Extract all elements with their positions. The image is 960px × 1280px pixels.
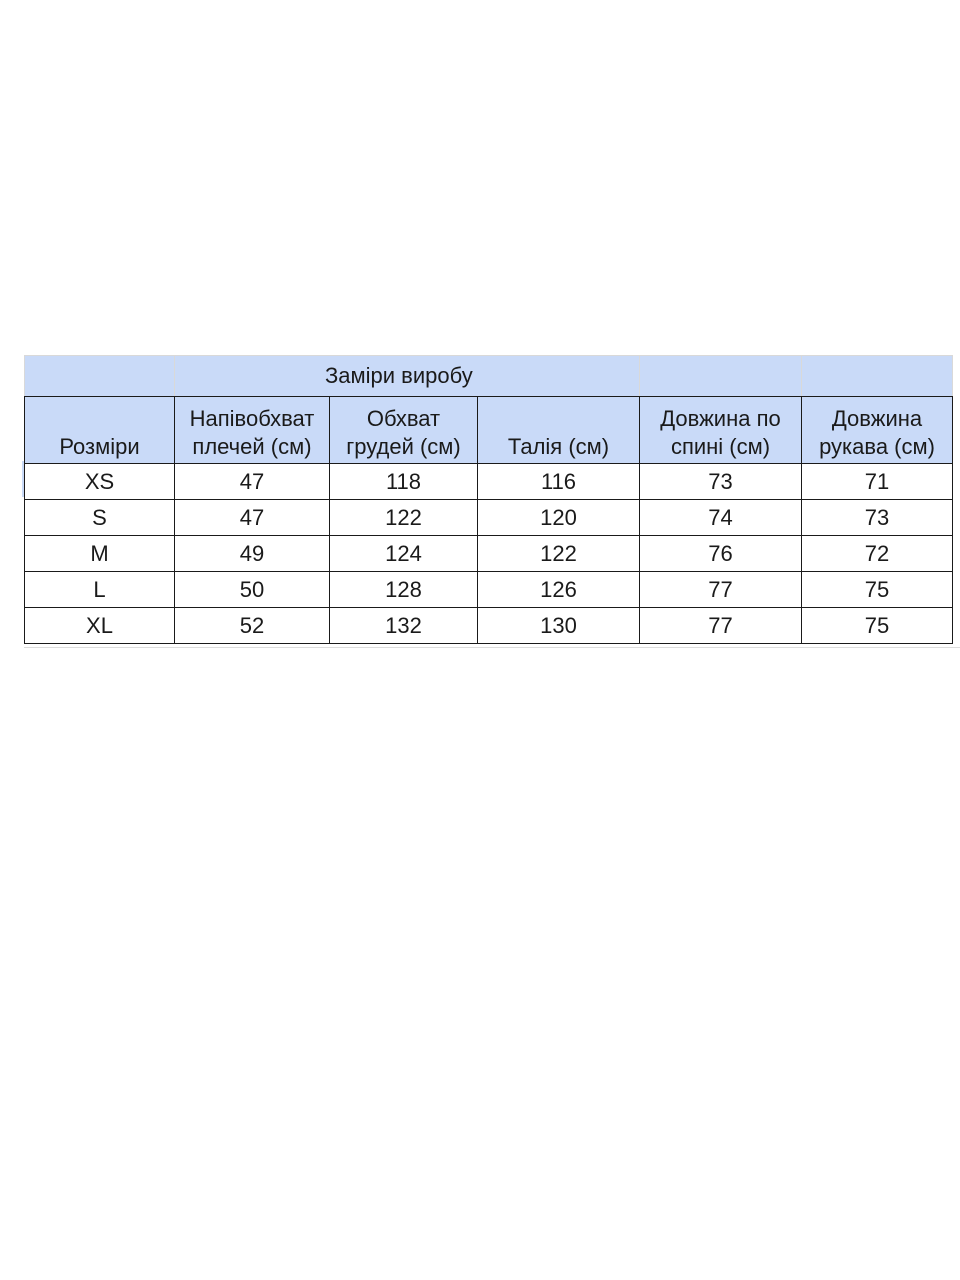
back-length-cell: 77 — [640, 608, 802, 644]
chest-cell: 122 — [330, 500, 478, 536]
group-header-label: Заміри виробу — [325, 363, 473, 388]
column-header-line1: Обхват — [366, 406, 441, 431]
size-chart-table — [24, 355, 953, 644]
group-header-cell — [175, 356, 640, 397]
column-header-line2: спині (см) — [670, 434, 771, 459]
column-header-line2: рукава (см) — [819, 434, 935, 459]
column-header-line2: грудей (см) — [346, 434, 461, 459]
group-header-empty-cell — [640, 356, 802, 397]
column-header-line2: Розміри — [59, 434, 140, 459]
column-header-chest — [330, 397, 478, 464]
back-length-cell: 76 — [640, 536, 802, 572]
size-cell: XS — [25, 464, 175, 500]
chest-cell: 124 — [330, 536, 478, 572]
sleeve-length-cell: 75 — [802, 572, 953, 608]
column-header-back-length — [640, 397, 802, 464]
column-header-row — [25, 397, 953, 464]
back-length-cell: 77 — [640, 572, 802, 608]
column-header-size — [25, 397, 175, 464]
table-row — [25, 464, 953, 500]
sleeve-length-cell: 71 — [802, 464, 953, 500]
column-header-line1: Напівобхват — [189, 406, 315, 431]
chest-cell: 128 — [330, 572, 478, 608]
size-cell: L — [25, 572, 175, 608]
table-row — [25, 500, 953, 536]
chest-cell: 118 — [330, 464, 478, 500]
table-row — [25, 536, 953, 572]
column-header-waist — [478, 397, 640, 464]
size-cell: XL — [25, 608, 175, 644]
back-length-cell: 74 — [640, 500, 802, 536]
table-row — [25, 572, 953, 608]
table-row — [25, 608, 953, 644]
group-header-row — [25, 356, 953, 397]
column-header-line1: Довжина по — [660, 406, 781, 431]
size-chart-sheet — [24, 355, 952, 644]
gridline — [24, 647, 960, 648]
size-cell: M — [25, 536, 175, 572]
size-cell: S — [25, 500, 175, 536]
shoulders-cell: 49 — [175, 536, 330, 572]
group-header-empty-cell — [25, 356, 175, 397]
column-header-shoulders — [175, 397, 330, 464]
shoulders-cell: 52 — [175, 608, 330, 644]
shoulders-cell: 50 — [175, 572, 330, 608]
sleeve-length-cell: 73 — [802, 500, 953, 536]
waist-cell: 130 — [478, 608, 640, 644]
column-header-line2: Талія (см) — [507, 434, 610, 459]
waist-cell: 126 — [478, 572, 640, 608]
group-header-empty-cell — [802, 356, 953, 397]
column-header-line2: плечей (см) — [192, 434, 312, 459]
chest-cell: 132 — [330, 608, 478, 644]
column-header-sleeve-length — [802, 397, 953, 464]
waist-cell: 116 — [478, 464, 640, 500]
sleeve-length-cell: 72 — [802, 536, 953, 572]
sleeve-length-cell: 75 — [802, 608, 953, 644]
shoulders-cell: 47 — [175, 464, 330, 500]
column-header-line1: Довжина — [831, 406, 923, 431]
shoulders-cell: 47 — [175, 500, 330, 536]
waist-cell: 122 — [478, 536, 640, 572]
back-length-cell: 73 — [640, 464, 802, 500]
waist-cell: 120 — [478, 500, 640, 536]
